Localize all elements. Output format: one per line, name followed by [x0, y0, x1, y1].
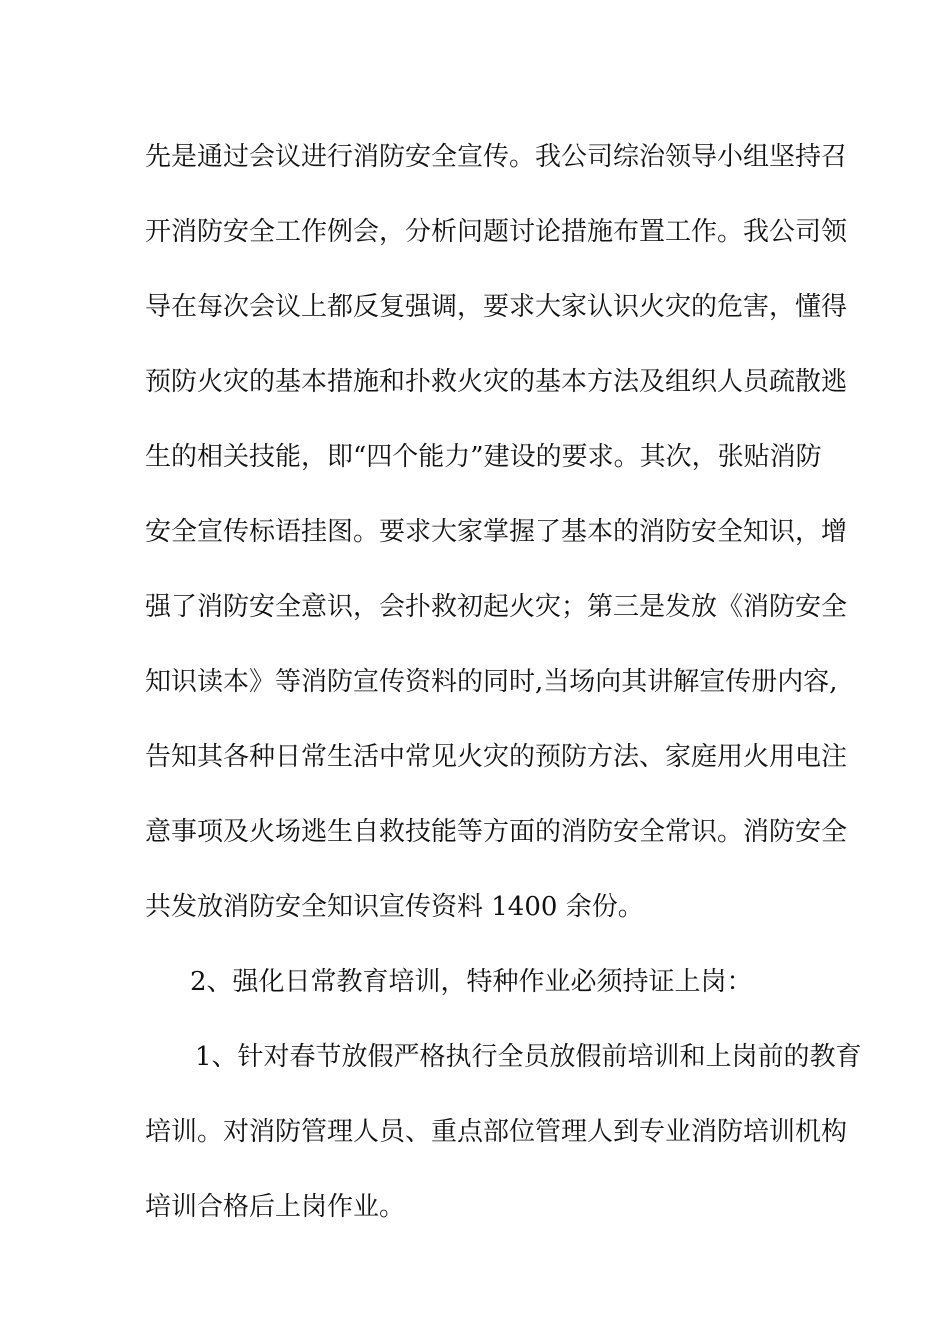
paragraph-line: 预防火灾的基本措施和扑救火灾的基本方法及组织人员疏散逃	[145, 367, 848, 397]
paragraph-line: 开消防安全工作例会，分析问题讨论措施布置工作。我公司领	[145, 217, 848, 247]
paragraph-line: 培训。对消防管理人员、重点部位管理人到专业消防培训机构	[145, 1117, 848, 1147]
list-item-line: 1、针对春节放假严格执行全员放假前培训和上岗前的教育	[195, 1042, 862, 1072]
paragraph-line: 告知其各种日常生活中常见火灾的预防方法、家庭用火用电注	[145, 742, 848, 772]
document-body	[145, 130, 862, 1255]
paragraph-line: 知识读本》等消防宣传资料的同时,当场向其讲解宣传册内容,	[145, 667, 838, 697]
paragraph-line: 生的相关技能，即“四个能力”建设的要求。其次，张贴消防	[145, 442, 822, 472]
paragraph-line: 导在每次会议上都反复强调，要求大家认识火灾的危害，懂得	[145, 292, 848, 322]
paragraph-line: 强了消防安全意识，会扑救初起火灾；第三是发放《消防安全	[145, 592, 848, 622]
section-heading: 2、强化日常教育培训，特种作业必须持证上岗：	[190, 967, 753, 997]
paragraph-line: 意事项及火场逃生自救技能等方面的消防安全常识。消防安全	[145, 817, 848, 847]
paragraph-line: 先是通过会议进行消防安全宣传。我公司综治领导小组坚持召	[145, 142, 848, 172]
paragraph-line: 安全宣传标语挂图。要求大家掌握了基本的消防安全知识，增	[145, 517, 848, 547]
paragraph-line: 培训合格后上岗作业。	[145, 1192, 406, 1222]
paragraph-line: 共发放消防安全知识宣传资料 1400 余份。	[145, 892, 644, 922]
